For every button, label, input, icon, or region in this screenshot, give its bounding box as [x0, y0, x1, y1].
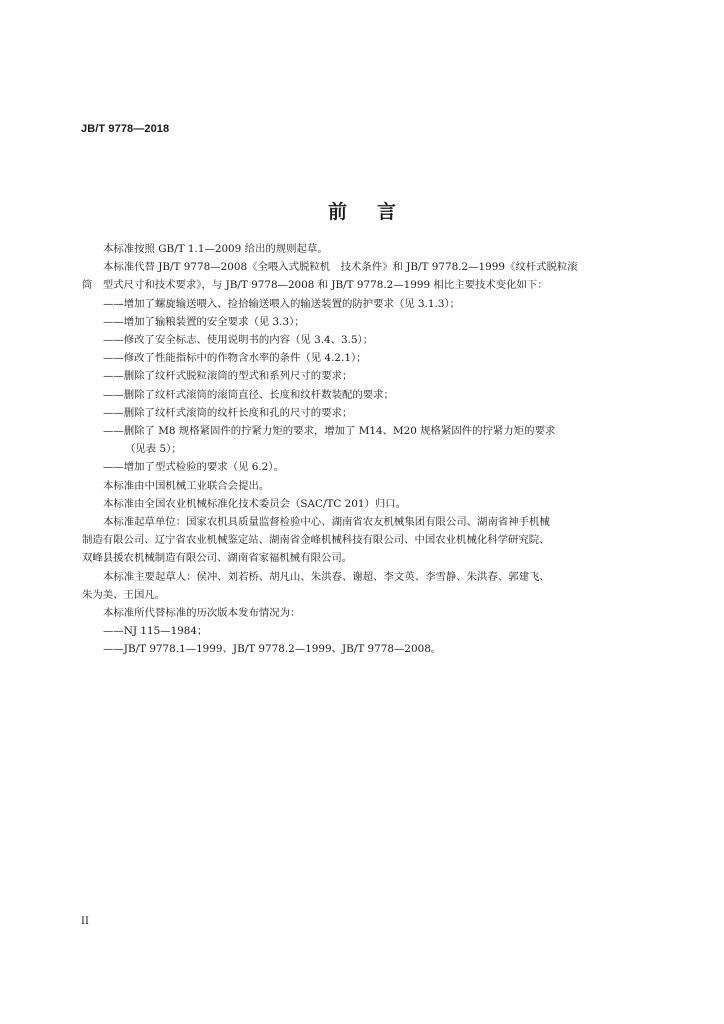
change-item: ——增加了型式检验的要求（见 6.2）。	[103, 461, 284, 474]
paragraph-replacement: 本标准代替 JB/T 9778—2008《全喂入式脱粒机 技术条件》和 JB/T 9778.2—1999《纹杆式脱粒滚	[103, 261, 578, 274]
page-title: 前言	[327, 201, 426, 223]
change-item: ——删除了纹杆式滚筒的滚筒直径、长度和纹杆数装配的要求；	[103, 388, 394, 401]
change-item: ——增加了输粮装置的安全要求（见 3.3）；	[103, 315, 305, 328]
history-item: ——JB/T 9778.1—1999、JB/T 9778.2—1999、JB/T 9778—2008。	[103, 643, 442, 656]
change-item: ——删除了纹杆式脱粒滚筒的型式和系列尺寸的要求；	[103, 370, 353, 383]
paragraph-drafters-cont: 朱为美、王国凡。	[82, 588, 166, 601]
history-item: ——NJ 115—1984；	[103, 625, 208, 638]
paragraph-history: 本标准所代替标准的历次版本发布情况为：	[103, 607, 301, 620]
paragraph-proposer: 本标准由中国机械工业联合会提出。	[103, 479, 270, 492]
change-item: ——删除了纹杆式滚筒的纹杆长度和孔的尺寸的要求；	[103, 406, 353, 419]
change-item: ——删除了 M8 规格紧固件的拧紧力矩的要求，增加了 M14、M20 规格紧固件的拧紧力矩的要求	[103, 425, 556, 438]
change-item: ——修改了性能指标中的作物含水率的条件（见 4.2.1）；	[103, 352, 367, 365]
paragraph-drafting-units: 本标准起草单位：国家农机具质量监督检验中心、湖南省农友机械集团有限公司、湖南省神手机械	[103, 516, 550, 529]
paragraph-drafting-units-cont: 制造有限公司、辽宁省农业机械鉴定站、湖南省金峰机械科技有限公司、中国农业机械化科学研究院、	[82, 534, 550, 547]
paragraph-drafting-units-cont: 双峰县援农机械制造有限公司、湖南省家福机械有限公司。	[82, 552, 353, 565]
foreword-body	[82, 240, 608, 659]
paragraph-committee: 本标准由全国农业机械标准化技术委员会（SAC/TC 201）归口。	[103, 497, 407, 510]
paragraph-drafters: 本标准主要起草人：侯冲、刘若桥、胡凡山、朱洪春、谢超、李文英、李雪静、朱洪春、郭建飞、	[103, 570, 550, 583]
standard-code: JB/T 9778—2018	[81, 123, 170, 135]
page-number: II	[81, 916, 89, 927]
change-item: ——修改了安全标志、使用说明书的内容（见 3.4、3.5）；	[103, 334, 374, 347]
paragraph-replacement-cont: 筒 型式尺寸和技术要求》，与 JB/T 9778—2008 和 JB/T 9778.2—1999 相比主要技术变化如下：	[82, 279, 548, 292]
paragraph-drafting-rule: 本标准按照 GB/T 1.1—2009 给出的规则起草。	[103, 243, 328, 255]
change-item-cont: （见表 5）；	[125, 443, 182, 456]
change-item: ——增加了螺旋输送喂入、捡拾输送喂入的输送装置的防护要求（见 3.1.3）；	[103, 297, 461, 310]
